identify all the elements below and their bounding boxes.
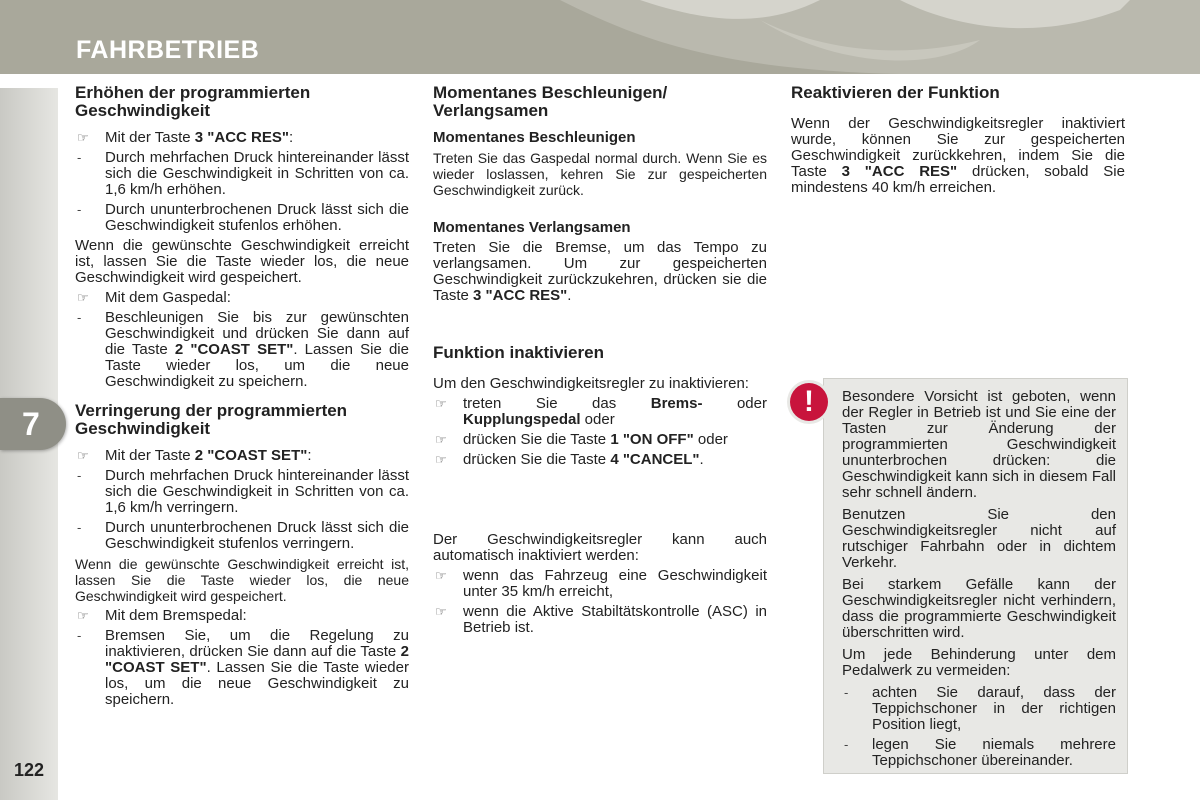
paragraph: Benutzen Sie den Geschwindigkeitsregler nicht auf rutschiger Fahrbahn oder in dichtem Verkehr.	[842, 506, 1116, 571]
list-item: ☞ wenn die Aktive Stabiltätskontrolle (ASC) in Betrieb ist.	[435, 603, 767, 636]
list-item: - Durch ununterbrochenen Druck lässt sich die Geschwindigkeit stufenlos verringern.	[77, 519, 409, 552]
paragraph: Treten Sie das Gaspedal normal durch. Wenn Sie es wieder loslassen, kehren Sie zur gespeicherten Geschwindigkeit zurück.	[433, 150, 767, 198]
chapter-number: 7	[22, 406, 40, 442]
chapter-tab	[0, 398, 66, 450]
column-left	[75, 84, 409, 712]
hand-pointer-icon: ☞	[435, 396, 447, 411]
dash-marker: -	[844, 737, 849, 752]
heading-deactivate: Funktion inaktivieren	[433, 343, 604, 362]
hand-pointer-icon: ☞	[435, 568, 447, 583]
list-item: ☞ Mit der Taste 3 "ACC RES":	[77, 129, 294, 146]
dash-marker: -	[77, 628, 82, 643]
page-header	[0, 0, 1200, 74]
paragraph: Besondere Vorsicht ist geboten, wenn der Regler in Betrieb ist und Sie eine der Tasten zur Änderung der programmierten Geschwindigkeit ununterbrochen drücken: die Geschwindigkeit kann sich in diesem Fall sehr schnell ändern.	[842, 388, 1116, 501]
heading-momentary: Momentanes Beschleunigen/ Verlangsamen	[433, 83, 668, 120]
subheading-accelerate: Momentanes Beschleunigen	[433, 129, 636, 146]
column-middle	[433, 84, 767, 640]
list-item: ☞ Mit der Taste 2 "COAST SET":	[77, 447, 312, 464]
dash-marker: -	[77, 202, 82, 217]
list-item: - achten Sie darauf, dass der Teppichschoner in der richtigen Position liegt,	[844, 684, 1116, 733]
list-item: - Durch ununterbrochenen Druck lässt sich die Geschwindigkeit stufenlos erhöhen.	[77, 201, 409, 234]
dash-marker: -	[77, 468, 82, 483]
heading-increase-speed: Erhöhen der programmierten Geschwindigkeit	[75, 83, 311, 120]
column-right	[791, 84, 1125, 200]
subheading-decelerate: Momentanes Verlangsamen	[433, 219, 631, 236]
list-item: ☞ Mit dem Bremspedal:	[77, 607, 247, 624]
paragraph: Wenn der Geschwindigkeitsregler inaktiviert wurde, können Sie zur gespeicherten Geschwindigkeit zurückkehren, indem Sie die Taste 3 "ACC RES" drücken, sobald Sie mindestens 40 km/h erreichen.	[791, 115, 1125, 196]
warning-icon: !	[790, 383, 828, 421]
dash-marker: -	[77, 520, 82, 535]
hand-pointer-icon: ☞	[77, 608, 89, 623]
dash-marker: -	[77, 310, 82, 325]
warning-box	[804, 378, 1128, 774]
warning-body	[842, 389, 1116, 773]
hand-pointer-icon: ☞	[77, 130, 89, 145]
hand-pointer-icon: ☞	[435, 452, 447, 467]
hand-pointer-icon: ☞	[435, 432, 447, 447]
paragraph: Wenn die gewünschte Geschwindigkeit erreicht ist, lassen Sie die Taste wieder los, die neue Geschwindigkeit wird gespeichert.	[75, 237, 409, 286]
list-item: - Durch mehrfachen Druck hintereinander lässt sich die Geschwindigkeit in Schritten von ca. 1,6 km/h verringern.	[77, 467, 409, 516]
list-item: ☞ drücken Sie die Taste 4 "CANCEL".	[435, 451, 704, 468]
list-item: - Beschleunigen Sie bis zur gewünschten Geschwindigkeit und drücken Sie dann auf die Taste 2 "COAST SET". Lassen Sie die Taste wieder los, um die neue Geschwindigkeit zu speichern.	[77, 309, 409, 390]
paragraph: Bei starkem Gefälle kann der Geschwindigkeitsregler nicht verhindern, dass die programmierte Geschwindigkeit überschritten wird.	[842, 576, 1116, 641]
hand-pointer-icon: ☞	[77, 448, 89, 463]
paragraph: Um jede Behinderung unter dem Pedalwerk zu vermeiden:	[842, 646, 1116, 679]
list-item: - Durch mehrfachen Druck hintereinander lässt sich die Geschwindigkeit in Schritten von ca. 1,6 km/h erhöhen.	[77, 149, 409, 198]
paragraph: Der Geschwindigkeitsregler kann auch automatisch inaktiviert werden:	[433, 531, 767, 564]
page-number: 122	[14, 760, 45, 780]
dash-marker: -	[844, 685, 849, 700]
heading-reactivate: Reaktivieren der Funktion	[791, 83, 1000, 102]
hand-pointer-icon: ☞	[435, 604, 447, 619]
list-item: - Bremsen Sie, um die Regelung zu inaktivieren, drücken Sie dann auf die Taste 2 "COAST SET". Lassen Sie die Taste wieder los, um die neue Geschwindigkeit zu speichern.	[77, 627, 409, 708]
page-title: FAHRBETRIEB	[76, 36, 260, 64]
list-item: - legen Sie niemals mehrere Teppichschoner übereinander.	[844, 736, 1116, 769]
paragraph: Wenn die gewünschte Geschwindigkeit erreicht ist, lassen Sie die Taste wieder los, die neue Geschwindigkeit wird gespeichert.	[75, 556, 409, 604]
hand-pointer-icon: ☞	[77, 290, 89, 305]
heading-decrease-speed: Verringerung der programmierten Geschwindigkeit	[75, 401, 348, 438]
list-item: ☞ wenn das Fahrzeug eine Geschwindigkeit unter 35 km/h erreicht,	[435, 567, 767, 600]
list-item: ☞ drücken Sie die Taste 1 "ON OFF" oder	[435, 431, 728, 448]
dash-marker: -	[77, 150, 82, 165]
paragraph: Um den Geschwindigkeitsregler zu inaktivieren:	[433, 375, 749, 392]
list-item: ☞ Mit dem Gaspedal:	[77, 289, 231, 306]
paragraph: Treten Sie die Bremse, um das Tempo zu verlangsamen. Um zur gespeicherten Geschwindigkeit zurückzukehren, drücken sie die Taste 3 "ACC RES".	[433, 239, 767, 304]
list-item: ☞ treten Sie das Brems- oder Kupplungspedal oder	[435, 395, 767, 428]
